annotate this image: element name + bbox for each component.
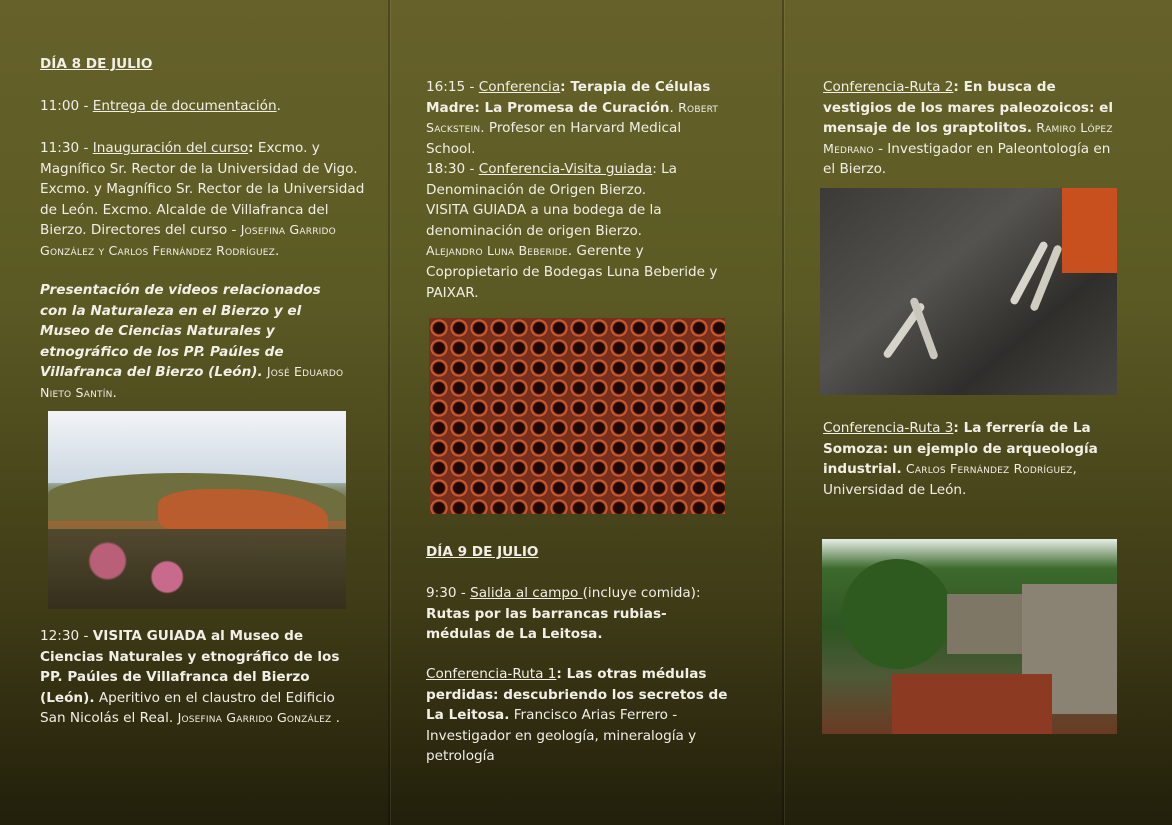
event-inauguracion: 11:30 - Inauguración del curso: Excmo. y Magnífico Sr. Rector de la Universidad de Vigo. Excmo. y Magnífico Sr. Rector de la Universidad de León. Excmo. Alcalde de Villafranca del Bierzo. Directores del curso - Josefina Garrido González y Carlos Fernández Rodríguez. bbox=[40, 140, 365, 259]
event-salida-campo: 9:30 - Salida al campo (incluye comida): Rutas por las barrancas rubias- médulas de La Leitosa. bbox=[426, 585, 701, 643]
day8-heading: DÍA 8 DE JULIO bbox=[40, 56, 153, 72]
event-terapia: 16:15 - Conferencia: Terapia de Células Madre: La Promesa de Curación. Robert Sackstein. Profesor en Harvard Medical School. bbox=[426, 79, 719, 157]
wine-rack-photo bbox=[429, 318, 725, 514]
event-entrega: 11:00 - Entrega de documentación. bbox=[40, 98, 281, 114]
event-ruta2: Conferencia-Ruta 2: En busca de vestigios de los mares paleozoicos: el mensaje de los graptolitos. Ramiro López Medrano - Investigador en Paleontología en el Bierzo. bbox=[823, 79, 1114, 178]
landscape-photo bbox=[48, 411, 346, 609]
graptolite-rock-photo bbox=[820, 188, 1117, 395]
event-ruta1: Conferencia-Ruta 1: Las otras médulas perdidas: descubriendo los secretos de La Leitosa. Francisco Arias Ferrero - Investigador en geología, mineralogía y petrología bbox=[426, 666, 728, 765]
fold-line-left bbox=[388, 0, 390, 825]
fold-line-right bbox=[782, 0, 784, 825]
day9-heading: DÍA 9 DE JULIO bbox=[426, 544, 539, 560]
event-denominacion: 18:30 - Conferencia-Visita guiada: La Denominación de Origen Bierzo. VISITA GUIADA a una bodega de la denominación de origen Bierzo. Alejandro Luna Beberide. Gerente y Copropietario de Bodegas Luna Beberide y PAIXAR. bbox=[426, 161, 718, 301]
event-presentacion: Presentación de videos relacionados con la Naturaleza en el Bierzo y el Museo de Ciencias Naturales y etnográfico de los PP. Paúles de Villafranca del Bierzo (León). José Eduardo Nieto Santín. bbox=[40, 282, 344, 401]
event-ruta3: Conferencia-Ruta 3: La ferrería de La Somoza: un ejemplo de arqueología industrial. Carlos Fernández Rodríguez, Universidad de León. bbox=[823, 420, 1098, 498]
ironworks-ruins-photo bbox=[822, 539, 1117, 734]
event-visita-museo: 12:30 - VISITA GUIADA al Museo de Ciencias Naturales y etnográfico de los PP. Paúles de Villafranca del Bierzo (León). Aperitivo en el claustro del Edificio San Nicolás el Real. Josefina Garrido González . bbox=[40, 628, 340, 727]
